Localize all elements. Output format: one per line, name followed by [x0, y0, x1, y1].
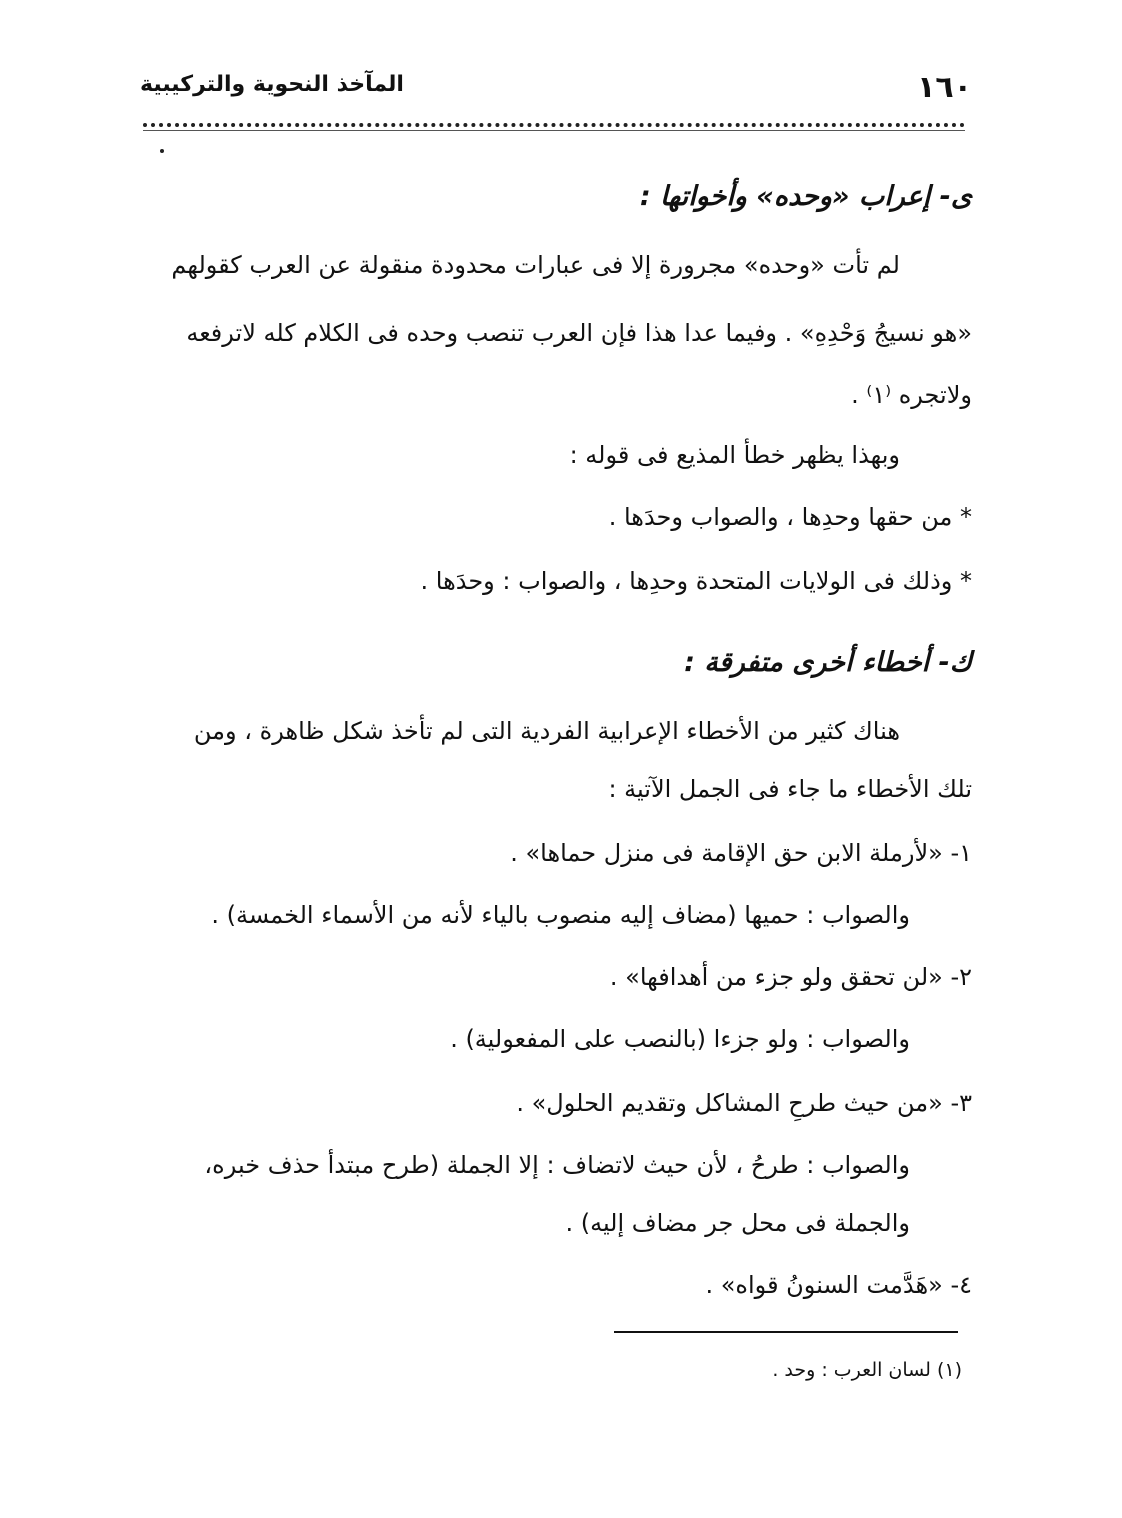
body-line-1: لم تأت «وحده» مجرورة إلا فى عبارات محدودة منقولة عن العرب كقولهم [171, 251, 900, 279]
header-divider [143, 123, 965, 127]
body-line-3: ولاتجره ⁽١⁾ . [851, 381, 972, 409]
footnote: (١) لسان العرب : وحد . [772, 1359, 962, 1381]
example-2: ٢- «لن تحقق ولو جزء من أهدافها» . [609, 963, 972, 991]
section-heading-ya: ى- إعراب «وحده» وأخواتها : [639, 181, 972, 212]
body-line-5: هناك كثير من الأخطاء الإعرابية الفردية التى لم تأخذ شكل ظاهرة ، ومن [193, 717, 900, 745]
correction-1: والصواب : حميها (مضاف إليه منصوب بالياء لأنه من الأسماء الخمسة) . [211, 901, 910, 929]
example-4: ٤- «هَدَّمت السنونُ قواه» . [705, 1271, 972, 1299]
bullet-line-1: * من حقها وحدِها ، والصواب وحدَها . [608, 503, 972, 531]
page-number: ١٦٠ [917, 70, 972, 105]
correction-2: والصواب : ولو جزءا (بالنصب على المفعولية) . [450, 1025, 910, 1053]
bullet-line-2: * وذلك فى الولايات المتحدة وحدِها ، والصواب : وحدَها . [420, 567, 972, 595]
stray-mark [160, 149, 164, 153]
body-line-6: تلك الأخطاء ما جاء فى الجمل الآتية : [608, 775, 972, 803]
correction-3b: والجملة فى محل جر مضاف إليه) . [565, 1209, 910, 1237]
correction-3a: والصواب : طرحُ ، لأن حيث لاتضاف : إلا الجملة (طرح مبتدأ حذف خبره، [204, 1151, 910, 1179]
body-line-2: «هو نسيجُ وَحْدِهِ» . وفيما عدا هذا فإن العرب تنصب وحده فى الكلام كله لاترفعه [186, 319, 972, 347]
example-3: ٣- «من حيث طرحِ المشاكل وتقديم الحلول» . [516, 1089, 972, 1117]
example-1: ١- «لأرملة الابن حق الإقامة فى منزل حماها» . [510, 839, 972, 867]
page-header [140, 66, 972, 106]
footnote-divider [614, 1331, 958, 1333]
body-line-4: وبهذا يظهر خطأ المذيع فى قوله : [569, 441, 900, 469]
section-heading-kaf: ك- أخطاء أخرى متفرقة : [684, 647, 972, 678]
header-divider-thin [143, 130, 965, 131]
running-title: المآخذ النحوية والتركيبية [140, 72, 404, 97]
